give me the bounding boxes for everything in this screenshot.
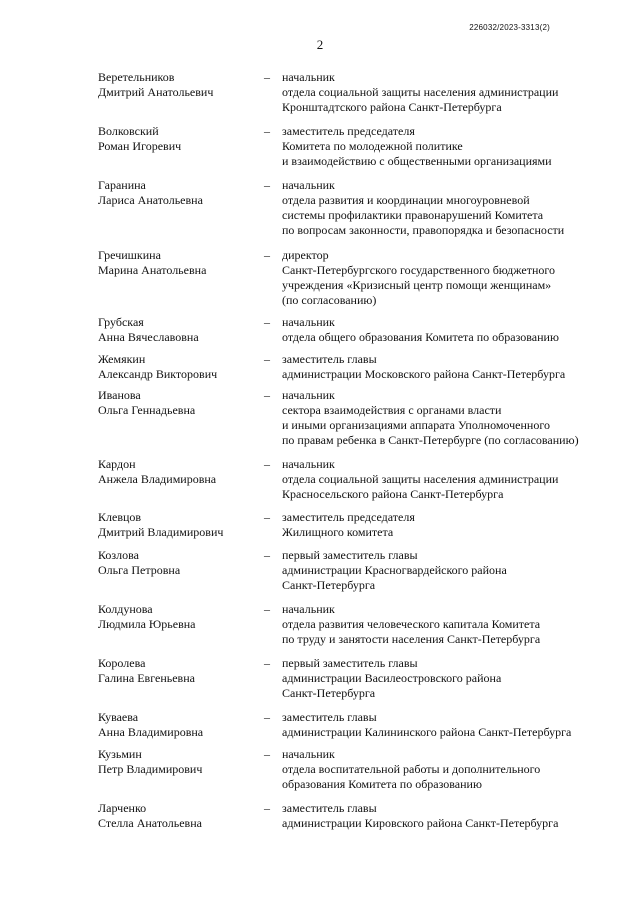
position-line: администрации Василеостровского района: [282, 671, 502, 685]
dash-separator: –: [264, 124, 270, 138]
dash-separator: –: [264, 352, 270, 366]
dash-separator: –: [264, 602, 270, 616]
name-line: Колдунова: [98, 602, 153, 616]
person-name: [98, 315, 264, 345]
person-position: [282, 315, 618, 345]
list-item: [98, 124, 618, 169]
name-line: Гаранина: [98, 178, 146, 192]
dash-separator: –: [264, 248, 270, 262]
person-position: [282, 388, 618, 448]
dash-separator: –: [264, 388, 270, 402]
person-name: [98, 510, 264, 540]
position-line: заместитель председателя: [282, 510, 415, 524]
name-line: Лариса Анатольевна: [98, 193, 203, 207]
position-line: и иными организациями аппарата Уполномоченного: [282, 418, 550, 432]
position-line: начальник: [282, 602, 335, 616]
person-position: [282, 510, 618, 540]
position-line: администрации Калининского района Санкт-Петербурга: [282, 725, 572, 739]
position-line: заместитель главы: [282, 710, 377, 724]
person-position: [282, 801, 618, 831]
document-id: 226032/2023-3313(2): [469, 23, 550, 32]
position-line: Санкт-Петербурга: [282, 578, 376, 592]
person-position: [282, 602, 618, 647]
dash-separator: –: [264, 747, 270, 761]
list-item: [98, 70, 618, 115]
name-line: Александр Викторович: [98, 367, 218, 381]
person-position: [282, 178, 618, 238]
position-line: администрации Московского района Санкт-Петербурга: [282, 367, 566, 381]
position-line: по труду и занятости населения Санкт-Петербурга: [282, 632, 541, 646]
name-line: Козлова: [98, 548, 139, 562]
person-position: [282, 656, 618, 701]
name-line: Петр Владимирович: [98, 762, 203, 776]
person-name: [98, 801, 264, 831]
person-name: [98, 388, 264, 418]
position-line: Красносельского района Санкт-Петербурга: [282, 487, 504, 501]
dash-separator: –: [264, 457, 270, 471]
person-position: [282, 457, 618, 502]
list-item: [98, 315, 618, 345]
position-line: первый заместитель главы: [282, 656, 418, 670]
position-line: отдела воспитательной работы и дополнительного: [282, 762, 541, 776]
person-name: [98, 747, 264, 777]
name-line: Ларченко: [98, 801, 147, 815]
name-line: Грубская: [98, 315, 144, 329]
position-line: учреждения «Кризисный центр помощи женщинам»: [282, 278, 552, 292]
person-name: [98, 352, 264, 382]
position-line: отдела развития человеческого капитала Комитета: [282, 617, 541, 631]
position-line: начальник: [282, 388, 335, 402]
name-line: Марина Анатольевна: [98, 263, 207, 277]
person-name: [98, 70, 264, 100]
dash-separator: –: [264, 178, 270, 192]
position-line: администрации Красногвардейского района: [282, 563, 507, 577]
person-name: [98, 248, 264, 278]
name-line: Анна Владимировна: [98, 725, 204, 739]
position-line: заместитель председателя: [282, 124, 415, 138]
dash-separator: –: [264, 70, 270, 84]
list-item: [98, 710, 618, 740]
position-line: начальник: [282, 315, 335, 329]
name-line: Королева: [98, 656, 146, 670]
person-position: [282, 70, 618, 115]
position-line: начальник: [282, 70, 335, 84]
position-line: отдела социальной защиты населения администрации: [282, 85, 559, 99]
name-line: Кузьмин: [98, 747, 142, 761]
position-line: отдела общего образования Комитета по образованию: [282, 330, 559, 344]
position-line: по вопросам законности, правопорядка и безопасности: [282, 223, 565, 237]
name-line: Жемякин: [98, 352, 146, 366]
list-item: [98, 548, 618, 593]
person-name: [98, 602, 264, 632]
dash-separator: –: [264, 315, 270, 329]
position-line: первый заместитель главы: [282, 548, 418, 562]
person-name: [98, 710, 264, 740]
list-item: [98, 747, 618, 792]
position-line: заместитель главы: [282, 801, 377, 815]
list-item: [98, 352, 618, 382]
name-line: Куваева: [98, 710, 139, 724]
list-item: [98, 510, 618, 540]
dash-separator: –: [264, 548, 270, 562]
position-line: Санкт-Петербурга: [282, 686, 376, 700]
dash-separator: –: [264, 656, 270, 670]
name-line: Ольга Петровна: [98, 563, 181, 577]
person-name: [98, 656, 264, 686]
person-name: [98, 178, 264, 208]
list-item: [98, 248, 618, 308]
dash-separator: –: [264, 510, 270, 524]
dash-separator: –: [264, 710, 270, 724]
position-line: Комитета по молодежной политике: [282, 139, 463, 153]
name-line: Роман Игоревич: [98, 139, 182, 153]
person-name: [98, 124, 264, 154]
position-line: отдела социальной защиты населения администрации: [282, 472, 559, 486]
person-position: [282, 248, 618, 308]
list-item: [98, 457, 618, 502]
name-line: Дмитрий Владимирович: [98, 525, 224, 539]
name-line: Дмитрий Анатольевич: [98, 85, 214, 99]
position-line: и взаимодействию с общественными организациями: [282, 154, 552, 168]
position-line: сектора взаимодействия с органами власти: [282, 403, 502, 417]
name-line: Галина Евгеньевна: [98, 671, 195, 685]
name-line: Людмила Юрьевна: [98, 617, 196, 631]
person-position: [282, 124, 618, 169]
name-line: Анна Вячеславовна: [98, 330, 199, 344]
list-item: [98, 388, 618, 448]
person-position: [282, 747, 618, 792]
page-number: 2: [316, 37, 324, 52]
position-line: (по согласованию): [282, 293, 377, 307]
position-line: заместитель главы: [282, 352, 377, 366]
position-line: системы профилактики правонарушений Комитета: [282, 208, 544, 222]
person-position: [282, 352, 618, 382]
position-line: образования Комитета по образованию: [282, 777, 482, 791]
name-line: Гречишкина: [98, 248, 161, 262]
person-name: [98, 457, 264, 487]
name-line: Иванова: [98, 388, 141, 402]
person-position: [282, 710, 618, 740]
position-line: директор: [282, 248, 329, 262]
position-line: Кронштадтского района Санкт-Петербурга: [282, 100, 502, 114]
name-line: Кардон: [98, 457, 136, 471]
position-line: начальник: [282, 178, 335, 192]
position-line: отдела развития и координации многоуровневой: [282, 193, 530, 207]
name-line: Ольга Геннадьевна: [98, 403, 196, 417]
person-position: [282, 548, 618, 593]
dash-separator: –: [264, 801, 270, 815]
list-item: [98, 178, 618, 238]
name-line: Волковский: [98, 124, 159, 138]
position-line: по правам ребенка в Санкт-Петербурге (по согласованию): [282, 433, 579, 447]
name-line: Клевцов: [98, 510, 142, 524]
list-item: [98, 656, 618, 701]
name-line: Веретельников: [98, 70, 175, 84]
list-item: [98, 801, 618, 831]
list-item: [98, 602, 618, 647]
position-line: начальник: [282, 457, 335, 471]
name-line: Стелла Анатольевна: [98, 816, 202, 830]
position-line: Жилищного комитета: [282, 525, 394, 539]
position-line: администрации Кировского района Санкт-Петербурга: [282, 816, 559, 830]
name-line: Анжела Владимировна: [98, 472, 217, 486]
person-name: [98, 548, 264, 578]
position-line: Санкт-Петербургского государственного бюджетного: [282, 263, 556, 277]
position-line: начальник: [282, 747, 335, 761]
